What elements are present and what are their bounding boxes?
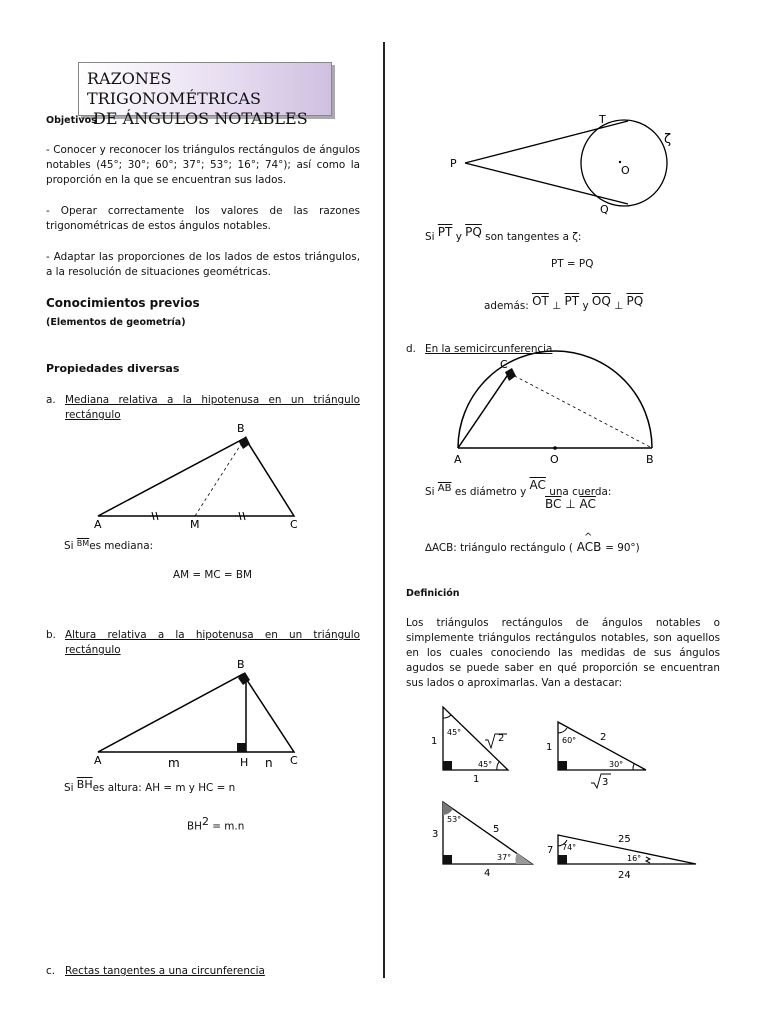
tangent-ademas-line: además: $\overline{OT}$ ⊥ $\overline{PT}$ y $\overline{OQ}$ ⊥ $\overline{PQ}$	[484, 294, 644, 312]
right-angle-mark-h	[237, 743, 246, 752]
perp-line: $\overline{BC}$ ⊥ $\overline{AC}$	[545, 497, 596, 511]
semicircle-si-line: Si $\overline{AB}$ es diámetro y $\overline{AC}$ una cuerda:	[425, 478, 612, 498]
t16-base: 24	[618, 870, 631, 881]
right-angle-mark-b	[239, 436, 250, 449]
semicircle-arc	[458, 351, 652, 448]
t45-angle-right: 45°	[478, 760, 493, 769]
altura-si: Si $\overline{BH}es$ altura: AH = m y HC = n	[64, 778, 236, 794]
t30-angle-top: 60°	[562, 736, 577, 745]
tangent-pq	[465, 163, 628, 204]
mediana-si: Si $^{\overline{BM}}$es mediana:	[64, 539, 154, 552]
label-t: T	[599, 113, 606, 126]
t37-angle-right: 37°	[497, 853, 512, 862]
label-q: Q	[600, 203, 609, 216]
item-d-title: En la semicircunferencia	[425, 343, 553, 355]
definicion-text: Los triángulos rectángulos de ángulos notables o simplemente triángulos rectángulos notables, son aquellos en los cuales conociendo las medidas de sus ángulos agudos se puede saber en qué proporción se encuentran sus lados o aproximarlas. Van a destacar:	[406, 617, 720, 689]
label-m: M	[190, 518, 200, 531]
acb-line: ∆ACB: triángulo rectángulo ( ^ ACB = 90°)	[425, 532, 640, 554]
circle-zeta	[581, 120, 667, 206]
t30-leg: 1	[546, 742, 553, 753]
t37-hyp: 5	[493, 824, 500, 835]
t16-angle-right: 16°	[627, 854, 642, 863]
item-c-marker: c.	[46, 965, 56, 977]
t45-angle-top: 45°	[447, 728, 462, 737]
t45-base: 1	[473, 774, 480, 785]
right-angle-37	[443, 855, 452, 864]
conocimientos-heading: Conocimientos previos	[46, 296, 200, 310]
t37-angle-top: 53°	[447, 815, 462, 824]
tangent-figure	[465, 120, 667, 206]
objetivo-item-3: - Adaptar las proporciones de los lados de estos triángulos, a la resolución de situaciones geométricas.	[46, 251, 360, 278]
label-b: B	[237, 422, 245, 435]
title-line-1: RAZONES TRIGONOMÉTRICAS	[87, 69, 261, 108]
triangle-37-53	[443, 802, 532, 864]
label-o: O	[621, 164, 630, 177]
label-o3: O	[550, 453, 559, 466]
tangent-formula: PT = PQ	[551, 258, 594, 270]
altura-text: es altura: AH = m y HC = n	[92, 782, 236, 794]
t45-leg: 1	[431, 736, 438, 747]
objetivo-item-2: - Operar correctamente los valores de las razones trigonométricas de estos ángulos notables.	[46, 205, 360, 232]
t45-hyp: 2	[498, 733, 505, 744]
item-a-marker: a.	[46, 394, 56, 406]
t16-hyp: 25	[618, 834, 631, 845]
label-a: A	[94, 518, 102, 531]
t37-leg: 3	[432, 829, 439, 840]
label-h: H	[240, 756, 249, 769]
title-line-2: DE ÁNGULOS NOTABLES	[93, 109, 308, 128]
item-b-marker: b.	[46, 629, 56, 641]
center-o-dot	[619, 161, 621, 163]
semicircle-figure	[458, 351, 652, 450]
t30-angle-right: 30°	[609, 760, 624, 769]
right-angle-30	[558, 761, 567, 770]
t30-hyp: 2	[600, 732, 607, 743]
item-b-title: Altura relativa a la hipotenusa en un triángulo rectángulo	[65, 629, 360, 656]
item-a-title: Mediana relativa a la hipotenusa en un triángulo rectángulo	[65, 394, 360, 421]
altura-triangle-outline	[98, 674, 294, 752]
t16-angle-top: 74°	[562, 843, 577, 852]
altura-triangle	[98, 672, 294, 752]
mediana-text: es mediana:	[89, 540, 154, 552]
label-b3: B	[646, 453, 654, 466]
seg-bm: BM	[76, 539, 90, 548]
label-m-len: m	[168, 756, 180, 770]
mediana-triangle-outline	[98, 438, 294, 516]
propiedades-heading: Propiedades diversas	[46, 362, 180, 375]
label-n-len: n	[265, 756, 273, 770]
seg-bh: $\overline{BH}$	[76, 778, 93, 791]
label-p: P	[450, 157, 457, 170]
item-d-marker: d.	[406, 343, 416, 355]
conocimientos-sub: (Elementos de geometría)	[46, 317, 186, 328]
center-o-dot-2	[553, 446, 557, 450]
tangent-pt	[465, 121, 628, 163]
altura-formula: $BH^2 = m.n$	[187, 815, 245, 833]
label-c3: C	[500, 358, 508, 371]
label-c2: C	[290, 754, 298, 767]
tangent-si-line: Si $\overline{PT}$ y $\overline{PQ}$ son tangentes a ζ:	[425, 225, 582, 243]
mediana-formula: AM = MC = BM	[173, 569, 253, 581]
mediana-segment	[195, 438, 245, 516]
objetivo-item-1: - Conocer y reconocer los triángulos rectángulos de ángulos notables (45°; 30°; 60°; 37°; 53°; 16°; 74°); así como la proporción en la que se encuentran sus lados.	[46, 144, 360, 186]
label-zeta: ζ	[664, 132, 672, 147]
angle-hat: ^	[583, 532, 593, 543]
label-b2: B	[237, 658, 245, 671]
t16-leg: 7	[547, 845, 554, 856]
angle-53-shade	[443, 802, 453, 815]
angle-16-mark	[646, 857, 650, 863]
label-c: C	[290, 518, 298, 531]
right-angle-16	[558, 855, 567, 864]
label-a2: A	[94, 754, 102, 767]
label-a3: A	[454, 453, 462, 466]
objetivos-heading: Objetivos	[46, 115, 97, 126]
angle-37-shade	[515, 853, 532, 864]
t37-base: 4	[484, 868, 491, 879]
mediana-triangle	[98, 436, 294, 520]
right-angle-45	[443, 761, 452, 770]
item-c-title: Rectas tangentes a una circunferencia	[65, 965, 265, 977]
definicion-heading: Definición	[406, 588, 460, 599]
t30-base: 3	[602, 777, 609, 788]
chord-bc	[509, 373, 652, 448]
